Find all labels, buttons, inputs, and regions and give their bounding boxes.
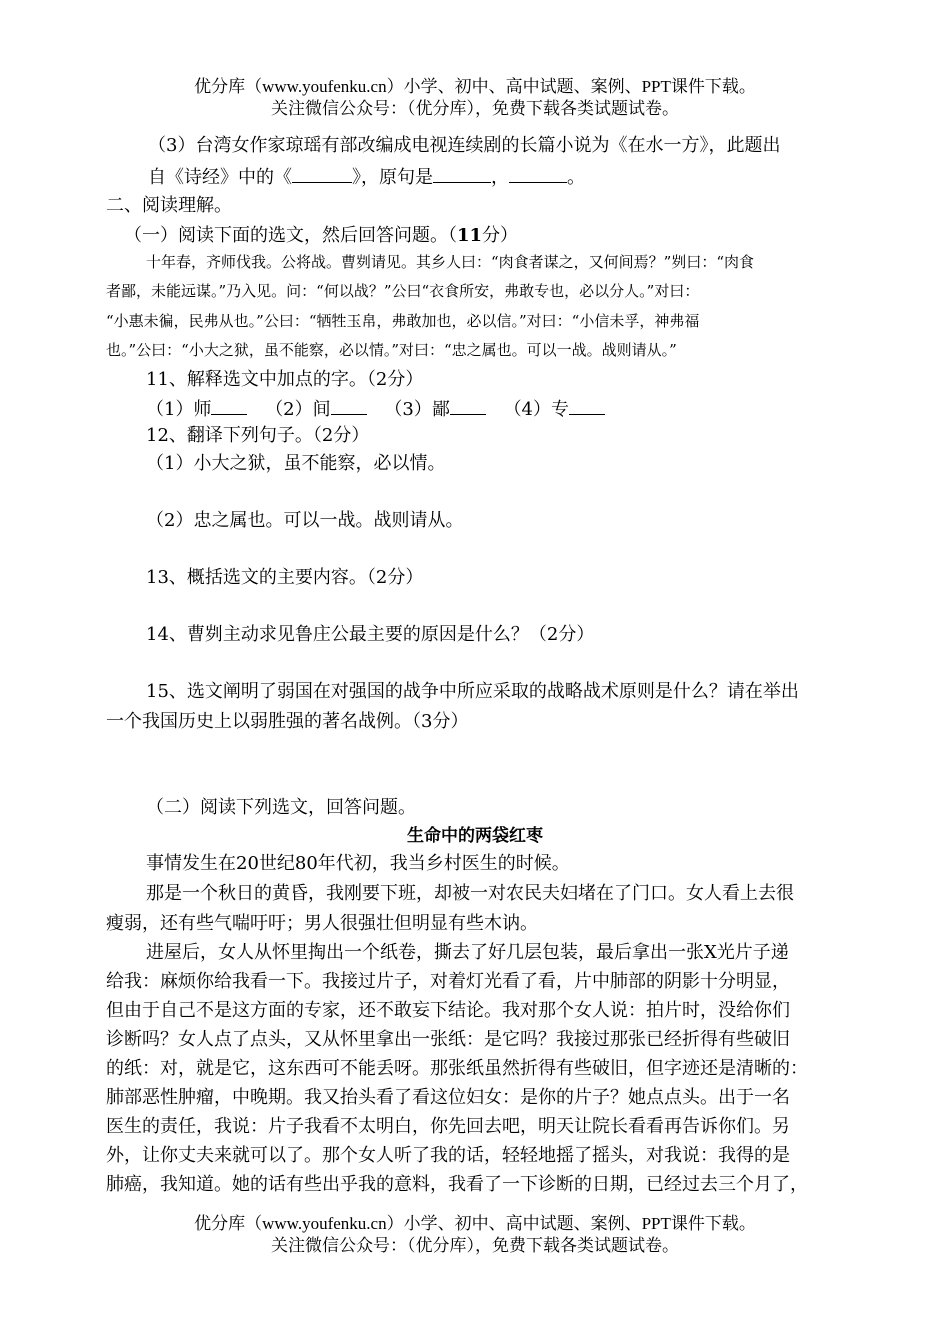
part1-heading [124, 224, 518, 248]
classical-text-line: 十年春，齐师伐我。公将战。曹刿请见。其乡人曰：“肉食者谋之，又何间焉？”刿曰：“肉食 [146, 253, 755, 271]
q12-item-2: （2）忠之属也。可以一战。战则请从。 [146, 510, 464, 531]
article-line: 事情发生在20世纪80年代初，我当乡村医生的时候。 [146, 853, 570, 874]
classical-text-line: 者鄙，未能远谋。”乃入见。问：“何以战？”公曰“衣食所安，弗敢专也，必以分人。”对曰： [106, 282, 700, 300]
article-line: 肺癌，我知道。她的话有些出乎我的意料，我看了一下诊断的日期，已经过去三个月了， [106, 1174, 808, 1195]
article-line: 瘦弱，还有些气喘吁吁；男人很强壮但明显有些木讷。 [106, 913, 538, 934]
q11-prompt: 11、解释选文中加点的字。（2分） [146, 369, 424, 390]
q11-blank-2[interactable] [331, 396, 367, 415]
article-line: 进屋后，女人从怀里掏出一个纸卷，撕去了好几层包装，最后拿出一张X光片子递 [146, 942, 789, 963]
article-line: 但由于自己不是这方面的专家，还不敢妄下结论。我对那个女人说：拍片时，没给你们 [106, 1000, 790, 1021]
article-line: 给我：麻烦你给我看一下。我接过片子，对着灯光看了看，片中肺部的阴影十分明显， [106, 971, 790, 992]
section-heading: 二、阅读理解。 [106, 195, 232, 216]
page-header-line2: 关注微信公众号：（优分库），免费下载各类试题试卷。 [271, 99, 679, 118]
q11-item-1: （1）师 [146, 399, 212, 420]
q13-prompt: 13、概括选文的主要内容。（2分） [146, 567, 424, 588]
q11-item-3: （3）鄙 [384, 399, 450, 420]
article-line: 诊断吗？女人点了点头，又从怀里拿出一张纸：是它吗？我接过那张已经折得有些破旧 [106, 1029, 790, 1050]
article-title: 生命中的两袋红枣 [407, 826, 543, 846]
part2-heading: （二）阅读下列选文，回答问题。 [146, 797, 416, 818]
article-line: 外，让你丈夫来就可以了。那个女人听了我的话，轻轻地摇了摇头，对我说：我得的是 [106, 1145, 790, 1166]
article-line: 肺部恶性肿瘤，中晚期。我又抬头看了看这位妇女：是你的片子？她点点头。出于一名 [106, 1087, 790, 1108]
classical-text-line: “小惠未徧，民弗从也。”公曰：“牺牲玉帛，弗敢加也，必以信。”对曰：“小信未孚，神弗福 [106, 312, 700, 330]
page-header-line1: 优分库（www.youfenku.cn）小学、初中、高中试题、案例、PPT课件下载。 [194, 77, 756, 96]
article-line: 那是一个秋日的黄昏，我刚要下班，却被一对农民夫妇堵在了门口。女人看上去很 [146, 883, 794, 904]
q12-prompt: 12、翻译下列句子。（2分） [146, 425, 370, 446]
q11-blank-3[interactable] [450, 396, 486, 415]
q3-text-d: 。 [567, 167, 585, 188]
article-line: 的纸：对，就是它，这东西可不能丢呀。那张纸虽然折得有些破旧，但字迹还是清晰的： [106, 1058, 808, 1079]
q3-blank-line1[interactable] [433, 164, 491, 183]
page-footer-line2: 关注微信公众号：（优分库），免费下载各类试题试卷。 [271, 1236, 679, 1255]
q3-text-a: 自《诗经》中的《 [148, 167, 292, 188]
q11-item-4: （4）专 [503, 399, 570, 420]
q12-item-1: （1）小大之狱，虽不能察，必以情。 [146, 453, 446, 474]
q11-items [146, 396, 605, 422]
classical-text-line: 也。”公曰：“小大之狱，虽不能察，必以情。”对曰：“忠之属也。可以一战。战则请从。” [106, 341, 677, 359]
q11-blank-1[interactable] [211, 396, 247, 415]
q3-text-b: 》，原句是 [352, 167, 433, 188]
q11-blank-4[interactable] [569, 396, 605, 415]
page-footer-line1: 优分库（www.youfenku.cn）小学、初中、高中试题、案例、PPT课件下载。 [194, 1214, 756, 1233]
q3-line2 [148, 164, 585, 190]
part1-score: 11 [457, 225, 483, 246]
part1-heading-end: 分） [482, 225, 519, 246]
q11-item-2: （2）间 [265, 399, 331, 420]
q14-prompt: 14、曹刿主动求见鲁庄公最主要的原因是什么？（2分） [146, 624, 595, 645]
q3-line1: （3）台湾女作家琼瑶有部改编成电视连续剧的长篇小说为《在水一方》，此题出 [148, 135, 781, 156]
q3-blank-line2[interactable] [509, 164, 567, 183]
q3-blank-title[interactable] [292, 164, 352, 183]
q15-prompt-line2: 一个我国历史上以弱胜强的著名战例。（3分） [106, 711, 469, 732]
q3-text-c: ， [491, 167, 509, 188]
part1-heading-text: （一）阅读下面的选文，然后回答问题。（ [124, 225, 457, 246]
q15-prompt-line1: 15、选文阐明了弱国在对强国的战争中所应采取的战略战术原则是什么？请在举出 [146, 681, 799, 702]
article-line: 医生的责任，我说：片子我看不太明白，你先回去吧，明天让院长看看再告诉你们。另 [106, 1116, 790, 1137]
